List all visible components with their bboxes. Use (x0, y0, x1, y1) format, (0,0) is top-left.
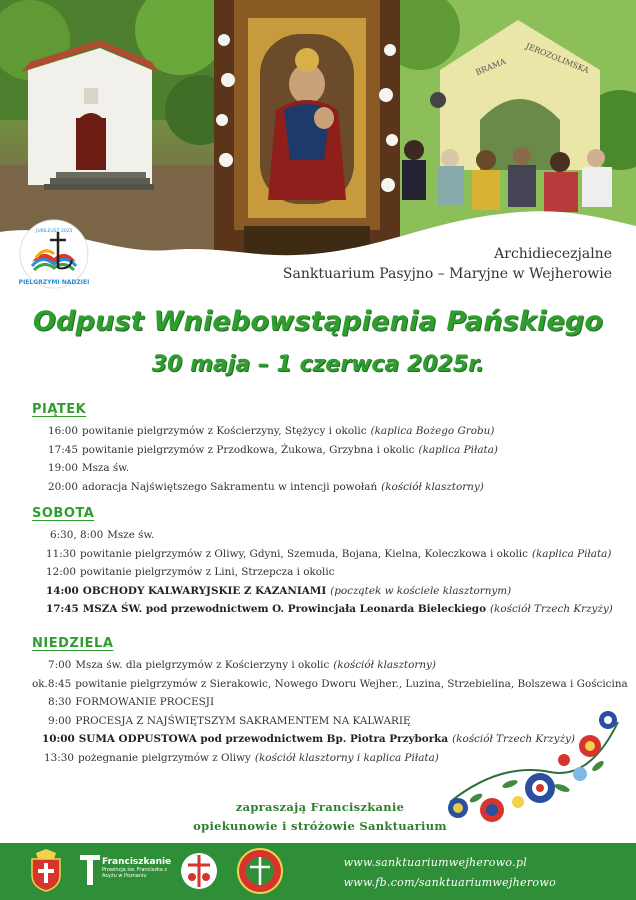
footer-links (344, 853, 556, 893)
schedule-text: Msza św. dla pielgrzymów z Kościerzyny i okolic (75, 659, 330, 671)
photo-wave-edge (0, 0, 636, 275)
day-heading-sunday: NIEDZIELA (32, 636, 114, 651)
schedule-text: MSZA ŚW. pod przewodnictwem O. Prowincjała Leonarda Bieleckiego (82, 603, 486, 615)
schedule-row (32, 675, 628, 694)
friday-section (32, 402, 622, 496)
franciscan-tau-icon (80, 855, 100, 889)
event-title: Odpust Wniebowstąpienia Pańskiego (32, 306, 604, 337)
schedule-row (46, 582, 622, 601)
schedule-text: Msze św. (107, 529, 155, 541)
schedule-text: powitanie pielgrzymów z Oliwy, Gdyni, Szemuda, Bojana, Kielna, Koleczkowa i okolic (79, 547, 528, 560)
schedule-text: adoracja Najświętszego Sakramentu w intencji powołań (81, 480, 378, 493)
schedule-location: (kościół Trzech Krzyży) (490, 603, 613, 615)
schedule-row (46, 545, 622, 564)
archdiocese-coat-of-arms-icon (28, 849, 64, 897)
schedule-time: 20:00 (48, 480, 78, 493)
schedule-row (48, 422, 622, 441)
event-dates: 30 maja – 1 czerwca 2025r. (151, 352, 485, 377)
schedule-time: 12:00 (46, 566, 76, 578)
invitation-text (150, 798, 490, 836)
schedule-time: 9:00 (48, 714, 72, 727)
svg-text:BRAMA: BRAMA (474, 56, 508, 78)
invite-line1: zapraszają Franciszkanie (235, 800, 405, 814)
svg-text:JUBILEUSZ 2025: JUBILEUSZ 2025 (36, 229, 73, 234)
sanctuary-line2: Sanktuarium Pasyjno – Maryjne w Wejherowie (282, 266, 612, 282)
schedule-time: 11:30 (46, 547, 76, 560)
schedule-text: powitanie pielgrzymów z Przodkowa, Żukowa, Grzybna i okolic (81, 443, 415, 456)
schedule-time: 6:30, 8:00 (50, 529, 104, 541)
svg-text:PIELGRZYMI NADZIEI: PIELGRZYMI NADZIEI (18, 279, 90, 286)
franciscans-province: Prowincja św. Franciszka z Asyżu w Poznaniu (102, 867, 168, 879)
schedule-time: ok.8:45 (32, 677, 72, 690)
schedule-text: powitanie pielgrzymów z Kościerzyny, Stężycy i okolic (81, 425, 367, 437)
day-heading-friday: PIĄTEK (32, 402, 87, 417)
schedule-time: 16:00 (48, 425, 78, 437)
schedule-text: PROCESJA Z NAJŚWIĘTSZYM SAKRAMENTEM NA KALWARIĘ (75, 714, 411, 727)
franciscans-logo-text (102, 857, 172, 879)
schedule-text: Msza św. (81, 462, 130, 474)
schedule-time: 17:45 (48, 443, 78, 456)
schedule-location: (kościół klasztorny) (333, 659, 436, 671)
schedule-text: powitanie pielgrzymów z Sierakowic, Nowego Dworu Wejher., Luzina, Strzebielina, Bolszewa i Gościcina (75, 677, 628, 690)
schedule-row (46, 563, 622, 582)
facebook-link[interactable]: www.fb.com/sanktuariumwejherowo (343, 876, 556, 889)
schedule-time: 8:30 (48, 696, 72, 708)
schedule-row (46, 600, 622, 619)
schedule-location: (kaplica Bożego Grobu) (370, 425, 495, 437)
schedule-location: (kaplica Piłata) (418, 443, 498, 456)
jubilee-2025-logo (18, 218, 90, 290)
schedule-row (46, 526, 622, 545)
schedule-location: (początek w kościele klasztornym) (330, 584, 512, 597)
schedule-text: FORMOWANIE PROCESJI (75, 696, 215, 708)
schedule-text: powitanie pielgrzymów z Lini, Strzepcza i okolic (79, 566, 335, 578)
schedule-row (48, 441, 622, 460)
schedule-text: pożegnanie pielgrzymów z Oliwy (77, 751, 251, 764)
invite-line2: opiekunowie i stróżowie Sanktuarium (193, 819, 447, 833)
schedule-row (48, 478, 622, 497)
schedule-row (32, 656, 622, 675)
saturday-section (32, 506, 622, 619)
franciscan-emblem-icon (180, 849, 218, 897)
schedule-time: 13:30 (44, 751, 74, 764)
franciscans-name: Franciszkanie (102, 857, 172, 867)
schedule-time: 10:00 (42, 733, 75, 745)
day-heading-saturday: SOBOTA (32, 506, 95, 521)
schedule-time: 17:45 (46, 603, 79, 615)
header-photo-collage (0, 0, 636, 275)
sanctuary-seal-icon (236, 847, 284, 899)
sanctuary-line1: Archidiecezjalne (494, 246, 612, 262)
schedule-time: 7:00 (48, 659, 72, 671)
website-link[interactable]: www.sanktuariumwejherowo.pl (343, 856, 528, 869)
schedule-text: OBCHODY KALWARYJSKIE Z KAZANIAMI (82, 584, 327, 597)
footer-bar (0, 843, 636, 900)
schedule-location: (kościół klasztorny i kaplica Piłata) (254, 751, 439, 764)
schedule-row (48, 459, 622, 478)
schedule-time: 19:00 (48, 462, 78, 474)
schedule-text: SUMA ODPUSTOWA pod przewodnictwem Bp. Piotra Przyborka (78, 733, 449, 745)
schedule-location: (kościół Trzech Krzyży) (452, 733, 575, 745)
sanctuary-name (283, 244, 612, 284)
schedule-location: (kaplica Piłata) (531, 547, 612, 560)
svg-text:JEROZOLIMSKA: JEROZOLIMSKA (524, 41, 591, 76)
schedule-location: (kościół klasztorny) (381, 480, 484, 493)
schedule-time: 14:00 (46, 584, 79, 597)
